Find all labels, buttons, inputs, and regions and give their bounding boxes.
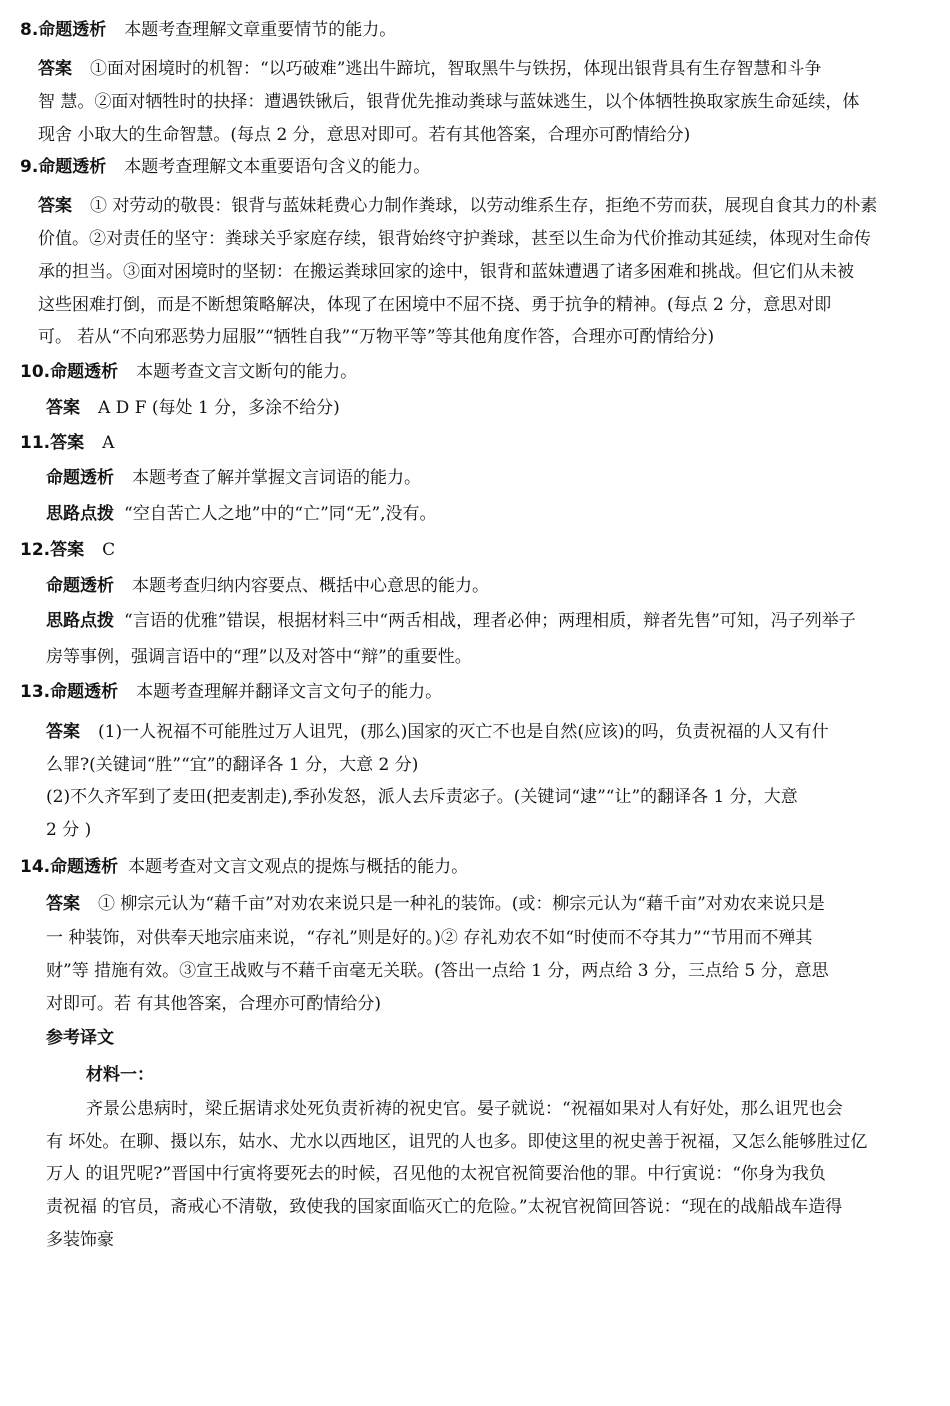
analysis-label: 命题透析 <box>38 20 107 40</box>
translation-line-5: 多装饰豪 <box>46 1230 114 1250</box>
q12-header <box>20 538 115 562</box>
answer-label: 答案 <box>50 433 85 453</box>
translation-line-4: 责祝福 的官员，斋戒心不清敬，致使我的国家面临灭亡的危险。”太祝官祝简回答说：“现在的战船战车造得 <box>46 1197 843 1217</box>
q9-answer-line-2: 价值。②对责任的坚守：粪球关乎家庭存续，银背始终守护粪球，甚至以生命为代价推动其延续，体现对生命传 <box>38 229 871 249</box>
q10-answer <box>46 396 340 420</box>
analysis-label: 命题透析 <box>50 682 119 702</box>
analysis-label: 命题透析 <box>38 157 107 177</box>
analysis-text: 本题考查对文言文观点的提炼与概括的能力。 <box>128 857 469 877</box>
question-number: 9. <box>20 157 39 177</box>
question-number: 12. <box>20 540 51 560</box>
answer-label: 答案 <box>38 59 72 79</box>
answer-text: A D F (每处 1 分，多涂不给分) <box>98 398 340 418</box>
question-number: 13. <box>20 682 51 702</box>
analysis-text: 本题考查了解并掌握文言词语的能力。 <box>132 468 421 488</box>
question-number: 14. <box>20 857 51 877</box>
q14-answer-line-4: 对即可。若 有其他答案，合理亦可酌情给分) <box>46 994 382 1014</box>
q13-answer-line-3: (2)不久齐军到了麦田(把麦割走),季孙发怒，派人去斥责宓子。(关键词“逮”“让”的翻译各 1 分，大意 <box>46 787 798 807</box>
answer-text: ① 柳宗元认为“藉千亩”对劝农来说只是一种礼的装饰。(或：柳宗元认为“藉千亩”对劝农来说只是 <box>98 894 825 914</box>
q14-header <box>20 855 468 879</box>
answer-label: 答案 <box>50 540 85 560</box>
material-one-title: 材料一： <box>86 1065 154 1085</box>
answer-text: C <box>102 540 116 560</box>
analysis-label: 命题透析 <box>46 576 114 596</box>
analysis-text: 本题考查归纳内容要点、概括中心意思的能力。 <box>132 576 489 596</box>
answer-label: 答案 <box>46 398 80 418</box>
hint-text: “空自苦亡人之地”中的“亡”同“无”,没有。 <box>124 504 437 524</box>
q8-answer-line-1 <box>38 57 821 81</box>
q12-hint-line-2: 房等事例，强调言语中的“理”以及对答中“辩”的重要性。 <box>46 647 472 667</box>
answer-text: ① 对劳动的敬畏：银背与蓝妹耗费心力制作粪球，以劳动维系生存，拒绝不劳而获，展现自食其力的朴素 <box>90 196 878 216</box>
answer-label: 答案 <box>46 722 80 742</box>
q13-answer-line-4: 2 分 ) <box>46 820 92 840</box>
q8-answer-line-2: 智 慧。②面对牺牲时的抉择：遭遇铁锹后，银背优先推动粪球与蓝妹逃生，以个体牺牲换取家族生命延续，体 <box>38 92 860 112</box>
analysis-label: 命题透析 <box>50 857 119 877</box>
q9-header <box>20 155 430 179</box>
analysis-text: 本题考查文言文断句的能力。 <box>136 362 358 382</box>
answer-label: 答案 <box>46 894 80 914</box>
analysis-text: 本题考查理解并翻译文言文句子的能力。 <box>136 682 443 702</box>
hint-text: “言语的优雅”错误，根据材料三中“两舌相战，理者必伸；两理相质，辩者先售”可知，冯子列举子 <box>124 611 856 631</box>
answer-label: 答案 <box>38 196 72 216</box>
q14-answer-line-3: 财”等 措施有效。③宣王战败与不藉千亩毫无关联。(答出一点给 1 分，两点给 3 分，三点给 5 分，意思 <box>46 961 829 981</box>
q9-answer-line-3: 承的担当。③面对困境时的坚韧：在搬运粪球回家的途中，银背和蓝妹遭遇了诸多困难和挑战。但它们从未被 <box>38 262 854 282</box>
q8-answer-line-3: 现舍 小取大的生命智慧。(每点 2 分，意思对即可。若有其他答案，合理亦可酌情给分) <box>38 125 691 145</box>
q9-answer-line-5: 可。 若从“不向邪恶势力屈服”“牺牲自我”“万物平等”等其他角度作答，合理亦可酌情给分) <box>38 327 715 347</box>
q12-analysis <box>46 574 489 598</box>
translation-line-3: 万人 的诅咒呢?”晋国中行寅将要死去的时候，召见他的太祝官祝简要治他的罪。中行寅说：“你身为我负 <box>46 1164 826 1184</box>
q14-answer-line-1 <box>46 892 825 916</box>
analysis-label: 命题透析 <box>46 468 114 488</box>
translation-line-2: 有 坏处。在聊、摄以东，姑水、尤水以西地区，诅咒的人也多。即使这里的祝史善于祝福，又怎么能够胜过亿 <box>46 1132 868 1152</box>
q9-answer-line-1 <box>38 194 877 218</box>
hint-label: 思路点拨 <box>46 611 114 631</box>
q12-hint-line-1 <box>46 609 856 633</box>
question-number: 11. <box>20 433 51 453</box>
analysis-text: 本题考查理解文本重要语句含义的能力。 <box>124 157 431 177</box>
answer-text: ①面对困境时的机智：“以巧破难”逃出牛蹄坑，智取黑牛与铁拐，体现出银背具有生存智慧和斗争 <box>90 59 822 79</box>
q14-answer-line-2: 一 种装饰，对供奉天地宗庙来说，“存礼”则是好的。)② 存礼劝农不如“时使而不夺其力”“节用而不殚其 <box>46 928 813 948</box>
q8-header <box>20 18 396 42</box>
q10-header <box>20 360 357 384</box>
q9-answer-line-4: 这些困难打倒，而是不断想策略解决，体现了在困境中不屈不挠、勇于抗争的精神。(每点 2 分，意思对即 <box>38 295 832 315</box>
question-number: 8. <box>20 20 39 40</box>
q13-answer-line-2: 么罪?(关键词“胜”“宜”的翻译各 1 分，大意 2 分) <box>46 755 419 775</box>
q11-analysis <box>46 466 421 490</box>
answer-text: A <box>102 433 115 453</box>
hint-label: 思路点拨 <box>46 504 114 524</box>
q13-header <box>20 680 442 704</box>
q13-answer-line-1 <box>46 720 829 744</box>
analysis-text: 本题考查理解文章重要情节的能力。 <box>124 20 397 40</box>
translation-line-1: 齐景公患病时，梁丘据请求处死负责祈祷的祝史官。晏子就说：“祝福如果对人有好处，那么诅咒也会 <box>86 1099 843 1119</box>
question-number: 10. <box>20 362 51 382</box>
q11-header <box>20 431 114 455</box>
answer-text: (1)一人祝福不可能胜过万人诅咒，(那么)国家的灭亡不也是自然(应该)的吗，负责祝福的人又有什 <box>98 722 829 742</box>
q11-hint <box>46 502 437 526</box>
analysis-label: 命题透析 <box>50 362 119 382</box>
translation-title: 参考译文 <box>46 1028 114 1048</box>
